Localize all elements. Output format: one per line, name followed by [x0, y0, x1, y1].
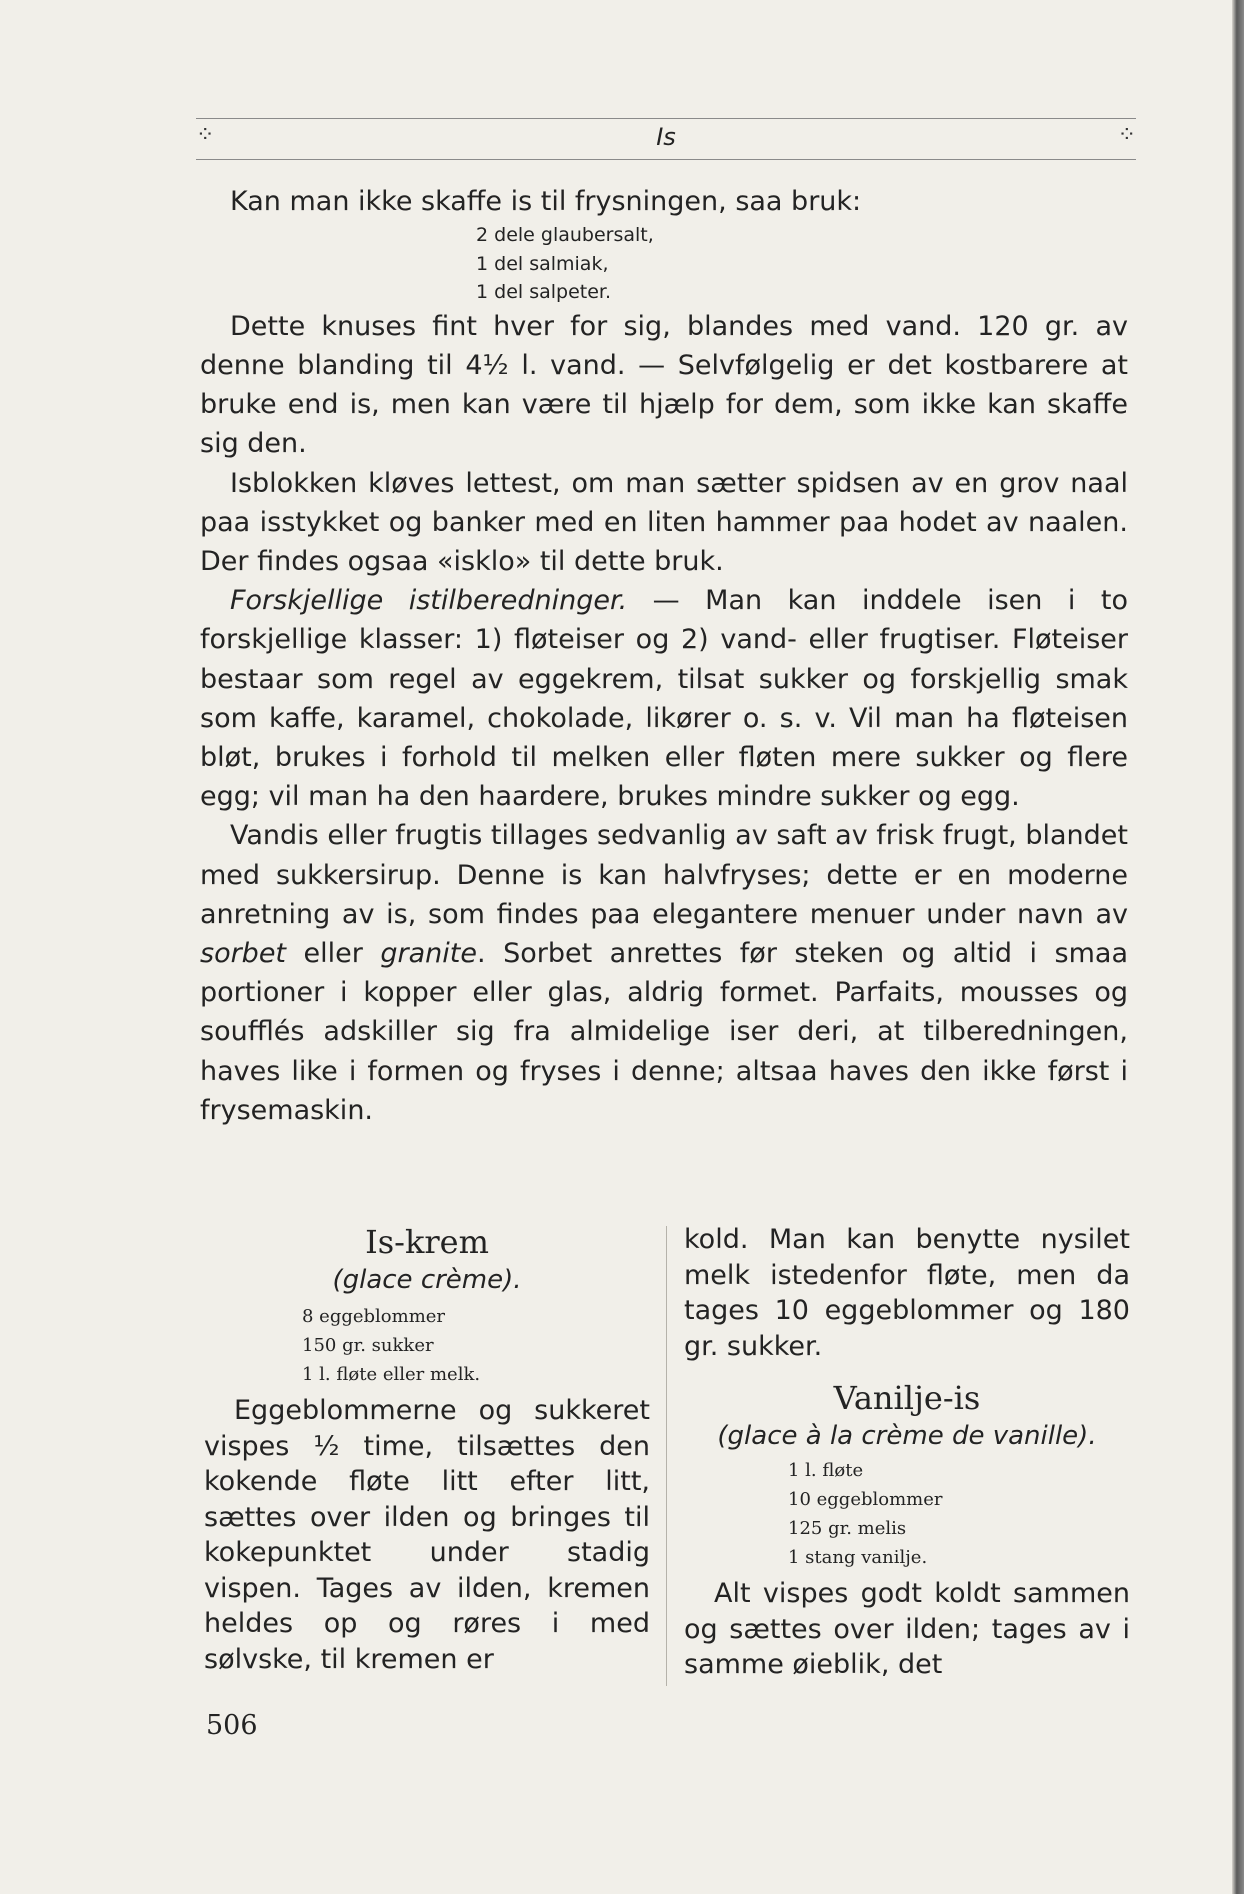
ingredient-list: [684, 1454, 1130, 1576]
recipe-title: Vanilje-is: [833, 1379, 981, 1417]
continuation-text: kold. Man kan benytte nysilet melk istedenfor fløte, men da tages 10 eggeblommer og 180 gr. sukker.: [684, 1224, 1130, 1362]
ingredient-item: 10 eggeblommer: [788, 1489, 943, 1510]
ingredient-list: [204, 1298, 650, 1393]
list-item: 1 del salmiak,: [476, 252, 609, 275]
header-title: Is: [656, 123, 676, 151]
freezing-mixture-list: [200, 221, 1128, 307]
ornament-right-icon: ⁘: [1117, 123, 1136, 148]
ingredient-item: 1 l. fløte: [788, 1460, 864, 1481]
paragraph: Isblokken kløves lettest, om man sætter spidsen av en grov naal paa isstykket og banker med en liten hammer paa hodet av naalen. Der findes ogsaa «isklo» til dette bruk.: [200, 467, 1128, 577]
list-item: 2 dele glaubersalt,: [476, 224, 654, 247]
running-header: [196, 118, 1136, 160]
term-sorbet: sorbet: [200, 937, 287, 969]
term-granite: granite: [380, 937, 477, 969]
main-text: [200, 182, 1128, 1130]
left-column: [204, 1222, 650, 1677]
ingredient-item: 1 stang vanilje.: [788, 1547, 928, 1568]
ingredient-item: 1 l. fløte eller melk.: [302, 1364, 481, 1385]
paragraph: Dette knuses fint hver for sig, blandes med vand. 120 gr. av denne blanding til 4½ l. vand. — Selvfølgelig er det kostbarere at bruke end is, men kan være til hjælp for dem, som ikke kan skaffe sig den.: [200, 310, 1128, 460]
section-heading: Forskjellige istilberedninger.: [230, 585, 628, 617]
page-number: 506: [206, 1710, 258, 1741]
recipe-title: Is-krem: [365, 1223, 489, 1261]
recipe-text: Alt vispes godt koldt sammen og sættes over ilden; tages av i samme øieblik, det: [684, 1578, 1130, 1680]
ornament-left-icon: ⁘: [196, 123, 215, 148]
intro-lead: Kan man ikke skaffe is til frysningen, saa bruk:: [230, 186, 862, 217]
paragraph: Forskjellige istilberedninger. — Man kan inddele isen i to forskjellige klasser: 1) fløteiser og 2) vand- eller frugtiser. Fløteiser bestaar som regel av eggekrem, tilsat sukker og forskjellig smak som kaffe, karamel, chokolade, likører o. s. v. Vil man ha fløteisen bløt, brukes i forhold til melken eller fløten mere sukker og flere egg; vil man ha den haardere, brukes mindre sukker og egg.: [200, 585, 1128, 813]
recipe-subtitle: (glace à la crème de vanille).: [717, 1421, 1097, 1451]
paragraph: Vandis eller frugtis tillages sedvanlig av saft av frisk frugt, blandet med sukkersirup. Denne is kan halvfryses; dette er en moderne anretning av is, som findes paa elegantere menuer under navn av sorbet eller granite. Sorbet anrettes før steken og altid i smaa portioner i kopper eller glas, aldrig formet. Parfaits, mousses og soufflés adskiller sig fra almidelige iser deri, at tilberedningen, haves like i formen og fryses i denne; altsaa haves den ikke først i frysemaskin.: [200, 820, 1128, 1126]
right-column: [684, 1222, 1130, 1683]
recipe-text: Eggeblommerne og sukkeret vispes ½ time, tilsættes den kokende fløte litt efter litt, sættes over ilden og bringes til kokepunktet under stadig vispen. Tages av ilden, kremen heldes op og røres i med sølvske, til kremen er: [204, 1395, 650, 1675]
ingredient-item: 8 eggeblommer: [302, 1306, 446, 1327]
column-divider: [666, 1226, 667, 1686]
recipe-subtitle: (glace crème).: [332, 1265, 522, 1295]
ingredient-item: 150 gr. sukker: [302, 1335, 434, 1356]
book-edge: [1232, 0, 1244, 1894]
list-item: 1 del salpeter.: [476, 281, 612, 304]
ingredient-item: 125 gr. melis: [788, 1518, 907, 1539]
